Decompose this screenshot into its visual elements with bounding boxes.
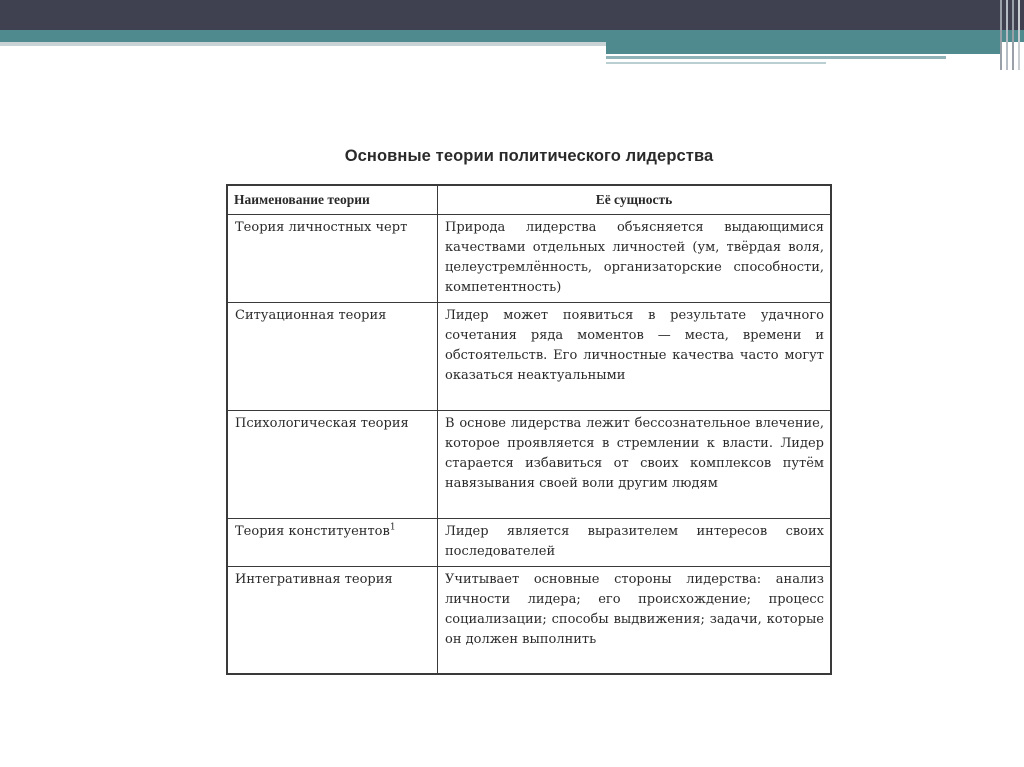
theories-table [226,184,832,675]
header-accent-line [606,56,946,59]
theory-description: Учитывает основные стороны лидерства: анализ личности лидера; его происхождение; процесс социализации; способы выдвижения; задачи, которые он должен выполнить [438,567,832,675]
theory-name: Ситуационная теория [227,303,438,411]
column-header-essence: Её сущность [438,185,832,215]
header-bar-dark [0,0,1024,30]
header-accent-block [606,42,1000,54]
header-vertical-bars [996,0,1024,70]
column-header-theory-name: Наименование теории [227,185,438,215]
header-bar-teal [0,30,1024,42]
theory-description: Лидер является выразителем интересов своих последователей [438,519,832,567]
theory-name: Интегративная теория [227,567,438,675]
table-row [227,567,831,675]
theory-description: Лидер может появиться в результате удачного сочетания ряда моментов — места, времени и обстоятельств. Его личностные качества часто могут оказаться неактуальными [438,303,832,411]
header-stripe [0,42,606,46]
theory-name-cell [227,519,438,567]
theory-name: Теория конституентов [235,524,390,539]
table-header-row [227,185,831,215]
theory-description: В основе лидерства лежит бессознательное влечение, которое проявляется в стремлении к власти. Лидер старается избавиться от своих комплексов путём навязывания своей воли другим людям [438,411,832,519]
table-title: Основные теории политического лидерства [344,147,714,165]
table-row [227,303,831,411]
footnote-marker: 1 [389,522,396,533]
table-row [227,411,831,519]
theory-name: Психологическая теория [227,411,438,519]
header-accent-line-thin [606,62,826,64]
table-row [227,519,831,567]
table-row [227,215,831,303]
theory-name: Теория личностных черт [227,215,438,303]
theory-description: Природа лидерства объясняется выдающимися качествами отдельных личностей (ум, твёрдая воля, целеустремлённость, организаторские способности, компетентность) [438,215,832,303]
